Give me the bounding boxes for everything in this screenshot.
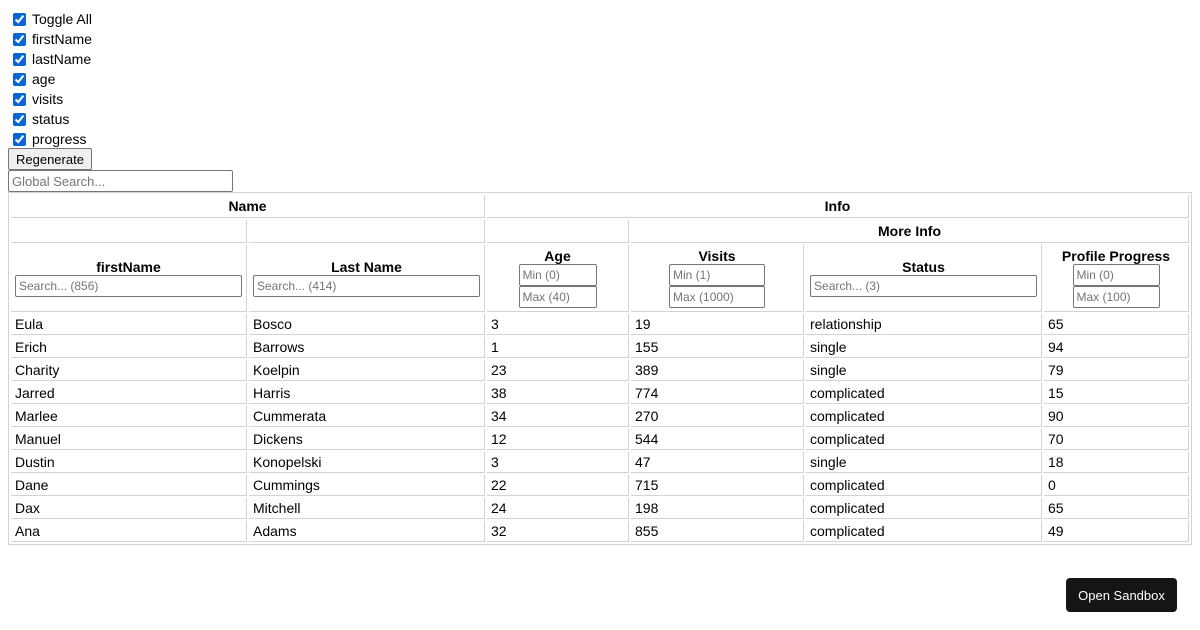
cell-progress: 65 bbox=[1044, 498, 1189, 519]
header-label: Last Name bbox=[331, 259, 402, 275]
cell-firstname: Dustin bbox=[11, 452, 247, 473]
toggle-label: firstName bbox=[32, 31, 92, 47]
toggle-label: progress bbox=[32, 131, 87, 147]
cell-firstname: Dax bbox=[11, 498, 247, 519]
cell-age: 38 bbox=[487, 383, 629, 404]
cell-age: 32 bbox=[487, 521, 629, 542]
cell-status: single bbox=[806, 452, 1042, 473]
checkbox[interactable] bbox=[13, 13, 26, 26]
progress-min-input[interactable] bbox=[1073, 264, 1160, 286]
cell-visits: 544 bbox=[631, 429, 804, 450]
cell-lastname: Barrows bbox=[249, 337, 485, 358]
cell-status: complicated bbox=[806, 475, 1042, 496]
header-visits[interactable] bbox=[631, 245, 804, 312]
cell-age: 3 bbox=[487, 452, 629, 473]
age-max-input[interactable] bbox=[519, 286, 597, 308]
cell-progress: 79 bbox=[1044, 360, 1189, 381]
cell-firstname: Jarred bbox=[11, 383, 247, 404]
cell-progress: 90 bbox=[1044, 406, 1189, 427]
cell-lastname: Dickens bbox=[249, 429, 485, 450]
placeholder-header bbox=[249, 220, 485, 243]
visits-max-input[interactable] bbox=[669, 286, 765, 308]
cell-firstname: Marlee bbox=[11, 406, 247, 427]
global-search-input[interactable] bbox=[8, 170, 233, 192]
cell-lastname: Bosco bbox=[249, 314, 485, 335]
table-row bbox=[11, 406, 1189, 427]
cell-firstname: Manuel bbox=[11, 429, 247, 450]
cell-progress: 0 bbox=[1044, 475, 1189, 496]
toggle-lastname[interactable] bbox=[10, 49, 92, 69]
toggle-label: lastName bbox=[32, 51, 92, 67]
cell-progress: 65 bbox=[1044, 314, 1189, 335]
cell-status: single bbox=[806, 360, 1042, 381]
header-label: firstName bbox=[96, 259, 161, 275]
cell-visits: 855 bbox=[631, 521, 804, 542]
table-row bbox=[11, 498, 1189, 519]
regenerate-button[interactable]: Regenerate bbox=[8, 148, 92, 170]
toggle-firstname[interactable] bbox=[10, 29, 92, 49]
open-sandbox-button[interactable]: Open Sandbox bbox=[1066, 578, 1177, 612]
header-label: Profile Progress bbox=[1061, 248, 1171, 264]
status-filter-input[interactable] bbox=[810, 275, 1037, 297]
cell-visits: 155 bbox=[631, 337, 804, 358]
cell-visits: 389 bbox=[631, 360, 804, 381]
cell-status: complicated bbox=[806, 498, 1042, 519]
placeholder-header bbox=[11, 220, 247, 243]
visits-min-input[interactable] bbox=[669, 264, 765, 286]
cell-firstname: Ana bbox=[11, 521, 247, 542]
column-toggles bbox=[10, 9, 92, 149]
cell-age: 34 bbox=[487, 406, 629, 427]
cell-status: relationship bbox=[806, 314, 1042, 335]
cell-lastname: Konopelski bbox=[249, 452, 485, 473]
placeholder-header bbox=[487, 220, 629, 243]
toggle-progress[interactable] bbox=[10, 129, 92, 149]
table-row bbox=[11, 429, 1189, 450]
table-row bbox=[11, 383, 1189, 404]
cell-status: complicated bbox=[806, 383, 1042, 404]
checkbox[interactable] bbox=[13, 113, 26, 126]
cell-age: 12 bbox=[487, 429, 629, 450]
cell-lastname: Cummings bbox=[249, 475, 485, 496]
toggle-label: age bbox=[32, 71, 56, 87]
cell-visits: 774 bbox=[631, 383, 804, 404]
cell-firstname: Erich bbox=[11, 337, 247, 358]
cell-progress: 49 bbox=[1044, 521, 1189, 542]
table-row bbox=[11, 337, 1189, 358]
cell-visits: 19 bbox=[631, 314, 804, 335]
toggle-visits[interactable] bbox=[10, 89, 92, 109]
cell-progress: 15 bbox=[1044, 383, 1189, 404]
cell-firstname: Eula bbox=[11, 314, 247, 335]
table-row bbox=[11, 314, 1189, 335]
table-body bbox=[11, 314, 1189, 542]
cell-visits: 47 bbox=[631, 452, 804, 473]
toggle-label: Toggle All bbox=[32, 11, 92, 27]
cell-lastname: Mitchell bbox=[249, 498, 485, 519]
cell-status: single bbox=[806, 337, 1042, 358]
header-label: Age bbox=[544, 248, 571, 264]
group-header-name: Name bbox=[11, 195, 485, 218]
table-row bbox=[11, 452, 1189, 473]
cell-age: 1 bbox=[487, 337, 629, 358]
cell-progress: 18 bbox=[1044, 452, 1189, 473]
age-min-input[interactable] bbox=[519, 264, 597, 286]
header-firstname[interactable] bbox=[11, 245, 247, 312]
firstname-filter-input[interactable] bbox=[15, 275, 242, 297]
cell-status: complicated bbox=[806, 521, 1042, 542]
toggle-status[interactable] bbox=[10, 109, 92, 129]
toggle-label: visits bbox=[32, 91, 64, 107]
cell-visits: 198 bbox=[631, 498, 804, 519]
table-row bbox=[11, 475, 1189, 496]
checkbox[interactable] bbox=[13, 53, 26, 66]
cell-age: 22 bbox=[487, 475, 629, 496]
cell-progress: 94 bbox=[1044, 337, 1189, 358]
checkbox[interactable] bbox=[13, 33, 26, 46]
cell-age: 24 bbox=[487, 498, 629, 519]
cell-lastname: Koelpin bbox=[249, 360, 485, 381]
cell-lastname: Harris bbox=[249, 383, 485, 404]
header-progress[interactable] bbox=[1044, 245, 1189, 312]
checkbox[interactable] bbox=[13, 73, 26, 86]
header-age[interactable] bbox=[487, 245, 629, 312]
cell-progress: 70 bbox=[1044, 429, 1189, 450]
toggle-all[interactable] bbox=[10, 9, 92, 29]
header-label: Status bbox=[902, 259, 945, 275]
cell-lastname: Adams bbox=[249, 521, 485, 542]
cell-age: 23 bbox=[487, 360, 629, 381]
cell-visits: 715 bbox=[631, 475, 804, 496]
cell-status: complicated bbox=[806, 406, 1042, 427]
lastname-filter-input[interactable] bbox=[253, 275, 480, 297]
header-status[interactable] bbox=[806, 245, 1042, 312]
toggle-label: status bbox=[32, 111, 70, 127]
cell-visits: 270 bbox=[631, 406, 804, 427]
checkbox[interactable] bbox=[13, 93, 26, 106]
toggle-age[interactable] bbox=[10, 69, 92, 89]
cell-status: complicated bbox=[806, 429, 1042, 450]
group-header-more-info: More Info bbox=[631, 220, 1189, 243]
header-label: Visits bbox=[698, 248, 736, 264]
progress-max-input[interactable] bbox=[1073, 286, 1160, 308]
table-row bbox=[11, 360, 1189, 381]
checkbox[interactable] bbox=[13, 133, 26, 146]
cell-age: 3 bbox=[487, 314, 629, 335]
data-table bbox=[8, 192, 1192, 545]
cell-lastname: Cummerata bbox=[249, 406, 485, 427]
cell-firstname: Charity bbox=[11, 360, 247, 381]
cell-firstname: Dane bbox=[11, 475, 247, 496]
table-row bbox=[11, 521, 1189, 542]
group-header-info: Info bbox=[487, 195, 1189, 218]
header-lastname[interactable] bbox=[249, 245, 485, 312]
